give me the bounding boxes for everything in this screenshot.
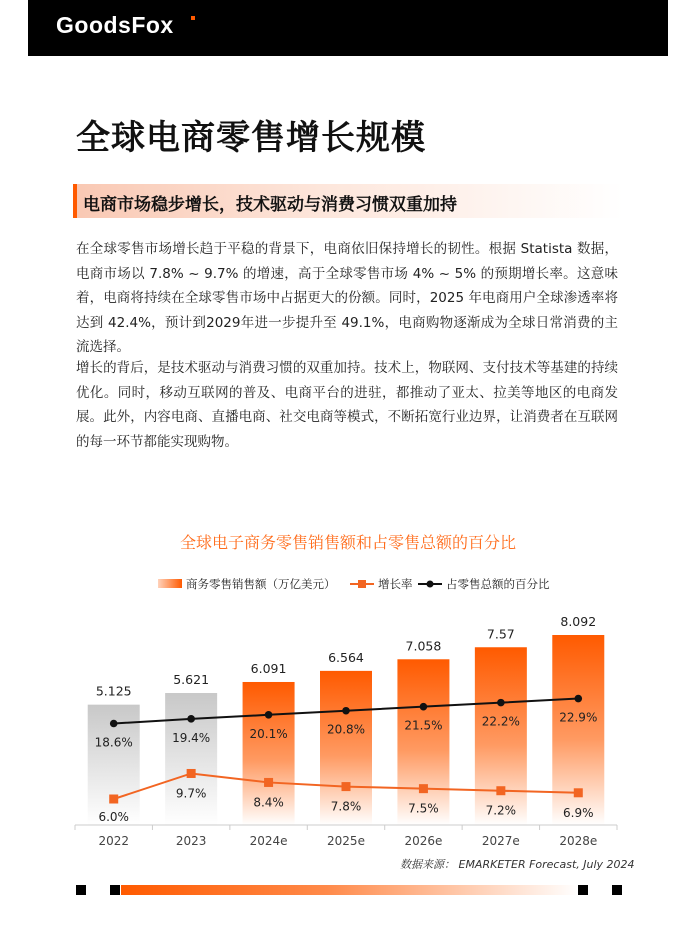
legend-label-share: 占零售总额的百分比	[446, 577, 550, 591]
chart-title: 全球电子商务零售销售额和占零售总额的百分比	[179, 533, 516, 552]
share-point-2026e	[420, 703, 428, 711]
x-tick-label-2023: 2023	[175, 834, 207, 848]
growth-label-2026e: 7.5%	[408, 801, 439, 816]
growth-label-2024e: 8.4%	[253, 795, 284, 810]
legend-marker-share	[427, 581, 434, 588]
x-tick-label-2026e: 2026e	[404, 834, 443, 848]
bar-label-2025e: 6.564	[328, 649, 364, 665]
legend-marker-growth	[358, 580, 366, 588]
x-tick-label-2027e: 2027e	[481, 834, 520, 848]
growth-point-2024e	[264, 778, 273, 787]
bar-2023	[165, 693, 217, 825]
subtitle-accent-bar	[73, 184, 77, 218]
share-label-2026e: 21.5%	[404, 718, 443, 733]
share-point-2025e	[342, 707, 350, 715]
legend-swatch-sales	[158, 579, 182, 588]
growth-label-2027e: 7.2%	[485, 803, 517, 818]
bar-label-2028e: 8.092	[560, 614, 597, 629]
growth-point-2025e	[342, 782, 351, 791]
footer-square-right-2	[612, 885, 622, 895]
growth-label-2025e: 7.8%	[330, 799, 362, 814]
bar-2026e	[397, 659, 449, 825]
footer-square-right-1	[578, 885, 588, 895]
data-source-note: 数据来源： EMARKETER Forecast, July 2024	[400, 858, 635, 871]
logo-accent-dot	[191, 16, 195, 20]
share-label-2027e: 22.2%	[481, 714, 520, 729]
header-bar	[28, 0, 668, 56]
share-label-2022: 18.6%	[94, 735, 133, 750]
x-tick-label-2022: 2022	[98, 834, 129, 848]
growth-point-2028e	[574, 788, 583, 797]
legend-label-sales: 商务零售销售额（万亿美元）	[186, 577, 336, 591]
footer-square-bar-start	[110, 885, 120, 895]
share-point-2027e	[497, 699, 505, 707]
share-label-2028e: 22.9%	[559, 710, 598, 725]
ecommerce-chart	[0, 566, 696, 856]
page-title: 全球电商零售增长规模	[76, 118, 426, 158]
footer-gradient-bar	[121, 885, 578, 895]
bar-label-2023: 5.621	[173, 672, 210, 688]
section-subtitle: 电商市场稳步增长，技术驱动与消费习惯双重加持	[83, 195, 457, 215]
brand-logo[interactable]: GoodsFox	[56, 12, 174, 38]
growth-point-2027e	[496, 786, 505, 795]
share-point-2024e	[265, 711, 273, 719]
x-tick-label-2028e: 2028e	[559, 834, 598, 848]
bar-label-2022: 5.125	[95, 683, 132, 699]
footer-square-left	[76, 885, 86, 895]
share-point-2023	[187, 715, 195, 723]
share-point-2028e	[574, 695, 582, 703]
body-paragraph-2: 增长的背后，是技术驱动与消费习惯的双重加持。技术上，物联网、支付技术等基建的持续优化。同时，移动互联网的普及、电商平台的进驻，都推动了亚太、拉美等地区的电商发展。此外，内容电商、直播电商、社交电商等模式，不断拓宽行业边界，让消费者在互联网的每一环节都能实现购物。	[76, 360, 618, 450]
growth-point-2023	[187, 769, 196, 778]
share-label-2023: 19.4%	[172, 730, 211, 745]
growth-label-2028e: 6.9%	[563, 805, 594, 820]
x-tick-label-2025e: 2025e	[327, 834, 365, 848]
x-tick-label-2024e: 2024e	[249, 834, 288, 848]
bar-2027e	[475, 647, 527, 825]
share-point-2022	[110, 720, 118, 728]
body-paragraph-1: 在全球零售市场增长趋于平稳的背景下，电商依旧保持增长的韧性。根据 Statista 数据，电商市场以 7.8% ~ 9.7% 的增速，高于全球零售市场 4% ~ 5% 的预期增长率。这意味着，电商将持续在全球零售市场中占据更大的份额。同时，2025 年电商用户全球渗透率将达到 42.4%，预计到2029年进一步提升至 49.1%，电商购物逐渐成为全球日常消费的主流选择。	[76, 241, 618, 355]
growth-point-2022	[109, 795, 118, 804]
growth-label-2023: 9.7%	[175, 786, 207, 801]
section-subtitle-banner	[73, 184, 623, 218]
share-label-2024e: 20.1%	[249, 726, 288, 741]
bar-label-2026e: 7.058	[405, 638, 442, 654]
growth-label-2022: 6.0%	[98, 810, 129, 824]
legend-label-growth: 增长率	[378, 577, 413, 591]
growth-point-2026e	[419, 784, 428, 793]
bar-label-2027e: 7.57	[486, 626, 515, 642]
share-label-2025e: 20.8%	[326, 722, 366, 737]
bar-label-2024e: 6.091	[250, 660, 287, 676]
